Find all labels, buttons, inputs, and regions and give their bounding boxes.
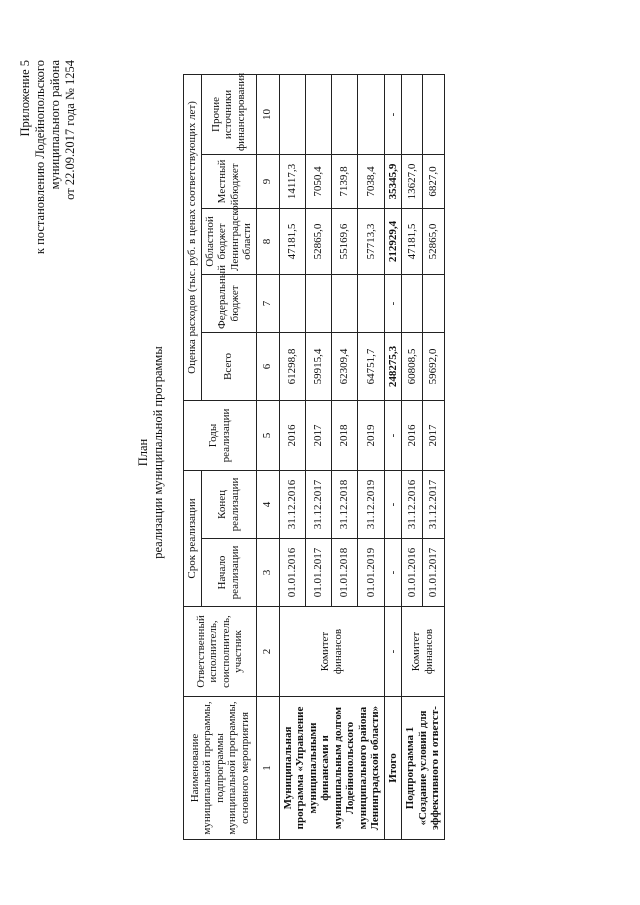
cell-total: 62309,4 (332, 332, 358, 400)
program-name: Муниципальная программа «Управление муниципальными финансами и муниципальным долгом Лодейнопольского муниципального района Ленинградской области» (279, 697, 384, 840)
cell-federal (305, 274, 331, 332)
total-sum: 248275,3 (384, 332, 402, 400)
header-cost-estimate: Оценка расходов (тыс. руб. в ценах соответствующих лет) (184, 74, 202, 400)
total-row (384, 74, 402, 839)
cell-end: 31.12.2019 (358, 470, 384, 538)
cell-other (402, 74, 423, 154)
header-other: Прочие источники финансирования (201, 74, 256, 154)
column-number: 8 (256, 208, 279, 274)
cell-local: 13627,0 (402, 154, 423, 208)
table-row (279, 74, 305, 839)
cell-year: 2016 (402, 400, 423, 470)
cell-total: 61298,8 (279, 332, 305, 400)
table-row (402, 74, 423, 839)
cell-other (305, 74, 331, 154)
cell-year: 2017 (423, 400, 444, 470)
subprogram-executor: Комитет финансов (402, 607, 445, 697)
cell-regional: 57713,3 (358, 208, 384, 274)
total-label: Итого (384, 697, 402, 840)
header-total: Всего (201, 332, 256, 400)
header-years: Годы реализации (184, 400, 257, 470)
column-number: 6 (256, 332, 279, 400)
total-local: 35345,9 (384, 154, 402, 208)
cell-local: 14117,3 (279, 154, 305, 208)
cell-year: 2018 (332, 400, 358, 470)
appendix-line: от 22.09.2017 года № 1254 (63, 60, 77, 200)
column-number: 1 (256, 697, 279, 840)
cell-regional: 52865,0 (423, 208, 444, 274)
cell-other (358, 74, 384, 154)
cell-federal (358, 274, 384, 332)
column-number: 3 (256, 539, 279, 607)
cell-year: 2017 (305, 400, 331, 470)
cell-federal (402, 274, 423, 332)
cell-end: 31.12.2017 (423, 470, 444, 538)
total-executor: - (384, 607, 402, 697)
header-federal: Федеральный бюджет (201, 274, 256, 332)
column-number: 10 (256, 74, 279, 154)
cell-end: 31.12.2016 (279, 470, 305, 538)
appendix-line: муниципального района (48, 60, 62, 190)
header-start: Начало реализации (201, 539, 256, 607)
column-number: 2 (256, 607, 279, 697)
cell-start: 01.01.2016 (279, 539, 305, 607)
cell-end: 31.12.2016 (402, 470, 423, 538)
appendix-line: Приложение 5 (18, 60, 32, 137)
program-executor: Комитет финансов (279, 607, 384, 697)
column-number: 5 (256, 400, 279, 470)
column-number: 7 (256, 274, 279, 332)
cell-end: 31.12.2018 (332, 470, 358, 538)
document-title-block (136, 0, 166, 905)
header-regional: Областной бюджет Ленинградской области (201, 208, 256, 274)
cell-other (279, 74, 305, 154)
appendix-line: к постановлению Лодейнопольского (33, 60, 47, 255)
cell-regional: 47181,5 (402, 208, 423, 274)
total-end: - (384, 470, 402, 538)
cell-regional: 47181,5 (279, 208, 305, 274)
total-regional: 212929,4 (384, 208, 402, 274)
cell-other (332, 74, 358, 154)
cell-local: 7038,4 (358, 154, 384, 208)
cell-local: 7050,4 (305, 154, 331, 208)
cell-year: 2019 (358, 400, 384, 470)
subprogram-name: Подпрограмма 1 «Создание условий для эффективного и ответст- (402, 697, 445, 840)
cell-end: 31.12.2017 (305, 470, 331, 538)
cell-start: 01.01.2017 (305, 539, 331, 607)
header-period: Срок реализации (184, 470, 202, 606)
cell-start: 01.01.2018 (332, 539, 358, 607)
cell-federal (423, 274, 444, 332)
cell-total: 60808,5 (402, 332, 423, 400)
document-subtitle: реализации муниципальной программы (151, 346, 165, 559)
table-header-row (184, 74, 202, 839)
cell-year: 2016 (279, 400, 305, 470)
total-federal: - (384, 274, 402, 332)
header-end: Конец реализации (201, 470, 256, 538)
cell-local: 6827,0 (423, 154, 444, 208)
cell-regional: 55169,6 (332, 208, 358, 274)
cell-federal (279, 274, 305, 332)
cell-other (423, 74, 444, 154)
plan-table (183, 74, 445, 840)
cell-total: 64751,7 (358, 332, 384, 400)
column-number: 4 (256, 470, 279, 538)
appendix-block (18, 60, 78, 254)
cell-federal (332, 274, 358, 332)
document-title: План (136, 438, 150, 467)
cell-total: 59915,4 (305, 332, 331, 400)
cell-regional: 52865,0 (305, 208, 331, 274)
cell-total: 59692,0 (423, 332, 444, 400)
column-number: 9 (256, 154, 279, 208)
cell-local: 7139,8 (332, 154, 358, 208)
total-year: - (384, 400, 402, 470)
cell-start: 01.01.2019 (358, 539, 384, 607)
header-local: Местный бюджет (201, 154, 256, 208)
total-start: - (384, 539, 402, 607)
total-other: - (384, 74, 402, 154)
cell-start: 01.01.2017 (423, 539, 444, 607)
header-executor: Ответственный исполнитель, соисполнитель, участник (184, 607, 257, 697)
cell-start: 01.01.2016 (402, 539, 423, 607)
header-name: Наименование муниципальной программы, подпрограммы муниципальной программы, основного мероприятия (184, 697, 257, 840)
column-number-row (256, 74, 279, 839)
